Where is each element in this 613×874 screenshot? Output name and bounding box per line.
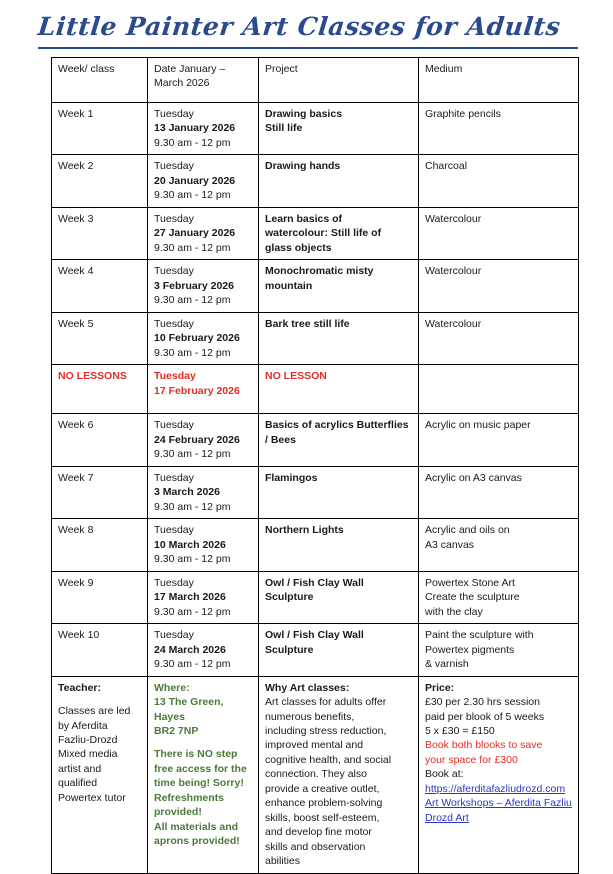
- week-label: Week 4: [58, 265, 94, 278]
- why-line: numerous benefits,: [265, 710, 355, 723]
- where-note-line: Refreshments: [154, 791, 225, 804]
- date-value: 17 March 2026: [154, 591, 226, 604]
- medium-line: with the clay: [425, 605, 483, 618]
- medium-line: Powertex pigments: [425, 643, 515, 656]
- project-line: Basics of acrylics Butterflies: [265, 419, 409, 432]
- teacher-line: by Aferdita: [58, 719, 108, 732]
- why-line: and develop fine motor: [265, 826, 372, 839]
- cell-project: [259, 155, 419, 207]
- cell-week: [52, 207, 148, 259]
- cell-why-art-classes: [259, 676, 419, 873]
- teacher-line: Classes are led: [58, 705, 131, 718]
- cell-date: [148, 155, 259, 207]
- medium-line: Acrylic and oils on: [425, 524, 510, 537]
- art-workshops-wrapper: [425, 796, 573, 825]
- week-label: Week 1: [58, 108, 94, 120]
- date-value: 20 January 2026: [154, 174, 236, 187]
- why-line: cognitive health, and social: [265, 753, 392, 766]
- cell-date: [148, 414, 259, 466]
- cell-project: [259, 103, 419, 155]
- teacher-line: Mixed media: [58, 748, 118, 761]
- where-note-line: free access for the: [154, 762, 247, 775]
- project-line: Learn basics of: [265, 212, 343, 225]
- date-value: 3 February 2026: [154, 279, 234, 292]
- price-offer-line: your space for £300: [425, 753, 518, 766]
- table-row: [52, 260, 579, 312]
- cell-project: [259, 365, 419, 414]
- cell-medium: [419, 155, 579, 207]
- column-header-date-line2: March 2026: [154, 77, 210, 90]
- cell-week: [52, 571, 148, 623]
- teacher-line: Powertex tutor: [58, 791, 126, 804]
- cell-project: [259, 466, 419, 518]
- date-time: 9.30 am - 12 pm: [154, 500, 231, 513]
- why-line: abilities: [265, 855, 301, 868]
- cell-medium: [419, 260, 579, 312]
- class-schedule-table: [51, 57, 579, 874]
- date-value: 10 March 2026: [154, 538, 226, 551]
- table-row: [52, 155, 579, 207]
- price-line: £30 per 2.30 hrs session: [425, 696, 540, 709]
- table-row: [52, 207, 579, 259]
- project-line: Drawing basics: [265, 108, 343, 120]
- table-row: [52, 312, 579, 364]
- cell-week: [52, 260, 148, 312]
- cell-project: [259, 414, 419, 466]
- date-time: 9.30 am - 12 pm: [154, 605, 231, 618]
- where-note-line: All materials and: [154, 820, 239, 833]
- cell-date: [148, 624, 259, 676]
- title-divider: [38, 47, 578, 49]
- medium-line: Paint the sculpture with: [425, 629, 534, 642]
- project-line: glass objects: [265, 241, 332, 254]
- medium-line: Acrylic on A3 canvas: [425, 471, 522, 484]
- cell-project: [259, 571, 419, 623]
- cell-date: [148, 312, 259, 364]
- cell-date: [148, 519, 259, 571]
- column-header-date-line1: Date January –: [154, 63, 226, 75]
- cell-date: [148, 260, 259, 312]
- where-note-line: provided!: [154, 806, 202, 819]
- date-day: Tuesday: [154, 160, 194, 173]
- project-line: mountain: [265, 279, 313, 292]
- date-day: Tuesday: [154, 317, 194, 330]
- date-time: 9.30 am - 12 pm: [154, 136, 231, 149]
- date-day: Tuesday: [154, 576, 194, 589]
- week-label: Week 10: [58, 629, 100, 642]
- week-label: Week 5: [58, 317, 94, 330]
- cell-medium: [419, 312, 579, 364]
- table-row: [52, 571, 579, 623]
- cell-medium: [419, 414, 579, 466]
- column-header-date: [148, 58, 259, 103]
- cell-date: [148, 207, 259, 259]
- date-day: Tuesday: [154, 212, 194, 225]
- title-container: [0, 0, 613, 42]
- where-note-line: aprons provided!: [154, 835, 240, 848]
- week-label: Week 9: [58, 576, 94, 589]
- date-value: 3 March 2026: [154, 486, 220, 499]
- project-line: Owl / Fish Clay Wall: [265, 576, 364, 589]
- week-label: Week 6: [58, 419, 94, 432]
- medium-line: Acrylic on music paper: [425, 419, 531, 432]
- medium-line: Graphite pencils: [425, 108, 501, 120]
- cell-week: [52, 155, 148, 207]
- why-line: connection. They also: [265, 768, 367, 781]
- price-heading: Price:: [425, 681, 455, 694]
- date-day: Tuesday: [154, 265, 194, 278]
- where-address-line: BR2 7NP: [154, 724, 199, 737]
- date-value: 27 January 2026: [154, 227, 236, 240]
- table-body: [52, 103, 579, 874]
- price-offer-line: Book both blooks to save: [425, 739, 543, 752]
- column-header-medium: Medium: [419, 58, 579, 103]
- date-value: 17 February 2026: [154, 384, 240, 397]
- cell-where: [148, 676, 259, 873]
- date-time: 9.30 am - 12 pm: [154, 553, 231, 566]
- date-day: Tuesday: [154, 524, 194, 537]
- week-label: Week 3: [58, 212, 94, 225]
- date-time: 9.30 am - 12 pm: [154, 346, 231, 359]
- where-note-line: There is NO step: [154, 748, 238, 761]
- medium-line: Watercolour: [425, 212, 482, 225]
- cell-medium: [419, 207, 579, 259]
- medium-line: A3 canvas: [425, 538, 475, 551]
- date-value: 13 January 2026: [154, 122, 236, 135]
- cell-project: [259, 624, 419, 676]
- spacer: [58, 695, 142, 704]
- project-line: / Bees: [265, 433, 296, 446]
- project-line: Sculpture: [265, 591, 314, 604]
- medium-line: Powertex Stone Art: [425, 576, 515, 589]
- column-header-week: Week/ class: [52, 58, 148, 103]
- teacher-line: Fazliu-Drozd: [58, 733, 118, 746]
- booking-url-wrapper: [425, 782, 573, 796]
- project-line: Flamingos: [265, 471, 318, 484]
- project-line: Sculpture: [265, 643, 314, 656]
- why-line: including stress reduction,: [265, 724, 387, 737]
- column-header-project: Project: [259, 58, 419, 103]
- cell-teacher: [52, 676, 148, 873]
- where-note-line: time being! Sorry!: [154, 777, 244, 790]
- date-time: 9.30 am - 12 pm: [154, 294, 231, 307]
- spacer: [154, 738, 253, 747]
- table-header-row: [52, 58, 579, 103]
- date-day: Tuesday: [154, 108, 194, 120]
- date-value: 24 February 2026: [154, 433, 240, 446]
- week-label: Week 7: [58, 471, 94, 484]
- booking-url-link[interactable]: https://aferditafazliudrozd.com: [425, 782, 566, 795]
- date-time: 9.30 am - 12 pm: [154, 658, 231, 671]
- teacher-line: artist and: [58, 762, 102, 775]
- why-line: improved mental and: [265, 739, 364, 752]
- date-day: Tuesday: [154, 419, 194, 432]
- date-time: 9.30 am - 12 pm: [154, 448, 231, 461]
- table-row: [52, 103, 579, 155]
- cell-medium: [419, 103, 579, 155]
- project-line: Monochromatic misty: [265, 265, 374, 278]
- cell-week: [52, 414, 148, 466]
- medium-line: & varnish: [425, 658, 469, 671]
- table-row: [52, 519, 579, 571]
- teacher-line: qualified: [58, 777, 98, 790]
- project-line: Still life: [265, 122, 303, 135]
- table-row: [52, 466, 579, 518]
- cell-week: [52, 365, 148, 414]
- cell-week: [52, 519, 148, 571]
- cell-date: [148, 571, 259, 623]
- why-line: skills, boost self-esteem,: [265, 811, 380, 824]
- project-line: Drawing hands: [265, 160, 341, 173]
- where-heading: Where:: [154, 681, 190, 694]
- cell-medium: [419, 624, 579, 676]
- date-day: Tuesday: [154, 629, 194, 642]
- date-day: Tuesday: [154, 471, 194, 484]
- cell-medium: [419, 365, 579, 414]
- date-value: 24 March 2026: [154, 643, 226, 656]
- project-line: NO LESSON: [265, 370, 327, 383]
- cell-week: [52, 624, 148, 676]
- why-line: Art classes for adults offer: [265, 696, 387, 709]
- cell-medium: [419, 571, 579, 623]
- cell-week: [52, 312, 148, 364]
- medium-line: Charcoal: [425, 160, 468, 173]
- cell-project: [259, 312, 419, 364]
- why-heading: Why Art classes:: [265, 681, 350, 694]
- table-footer-row: [52, 676, 579, 873]
- week-label: Week 2: [58, 160, 94, 173]
- cell-week: [52, 103, 148, 155]
- table-row: [52, 365, 579, 414]
- art-workshops-link[interactable]: Art Workshops – Aferdita Fazliu Drozd Art: [425, 797, 572, 824]
- teacher-heading: Teacher:: [58, 681, 101, 694]
- date-time: 9.30 am - 12 pm: [154, 189, 231, 202]
- project-line: watercolour: Still life of: [265, 227, 382, 240]
- table-row: [52, 624, 579, 676]
- price-line: 5 x £30 = £150: [425, 724, 495, 737]
- week-label: NO LESSONS: [58, 370, 127, 383]
- project-line: Owl / Fish Clay Wall: [265, 629, 364, 642]
- table-header: [52, 58, 579, 103]
- date-time: 9.30 am - 12 pm: [154, 241, 231, 254]
- why-line: provide a creative outlet,: [265, 782, 380, 795]
- cell-date: [148, 103, 259, 155]
- why-line: skills and observation: [265, 840, 366, 853]
- project-line: Northern Lights: [265, 524, 344, 537]
- where-address-line: 13 The Green,: [154, 696, 224, 709]
- cell-medium: [419, 519, 579, 571]
- page-title: Little Painter Art Classes for Adults: [36, 12, 563, 41]
- project-line: Bark tree still life: [265, 317, 350, 330]
- where-address-line: Hayes: [154, 710, 185, 723]
- price-line: paid per blook of 5 weeks: [425, 710, 545, 723]
- cell-date: [148, 466, 259, 518]
- cell-medium: [419, 466, 579, 518]
- book-at-label: Book at:: [425, 768, 464, 781]
- cell-project: [259, 519, 419, 571]
- cell-date: [148, 365, 259, 414]
- table-row: [52, 414, 579, 466]
- medium-line: Create the sculpture: [425, 591, 520, 604]
- cell-project: [259, 207, 419, 259]
- cell-project: [259, 260, 419, 312]
- date-value: 10 February 2026: [154, 332, 240, 345]
- medium-line: Watercolour: [425, 317, 482, 330]
- date-day: Tuesday: [154, 370, 196, 383]
- week-label: Week 8: [58, 524, 94, 537]
- medium-line: Watercolour: [425, 265, 482, 278]
- cell-week: [52, 466, 148, 518]
- why-line: enhance problem-solving: [265, 797, 383, 810]
- cell-price: [419, 676, 579, 873]
